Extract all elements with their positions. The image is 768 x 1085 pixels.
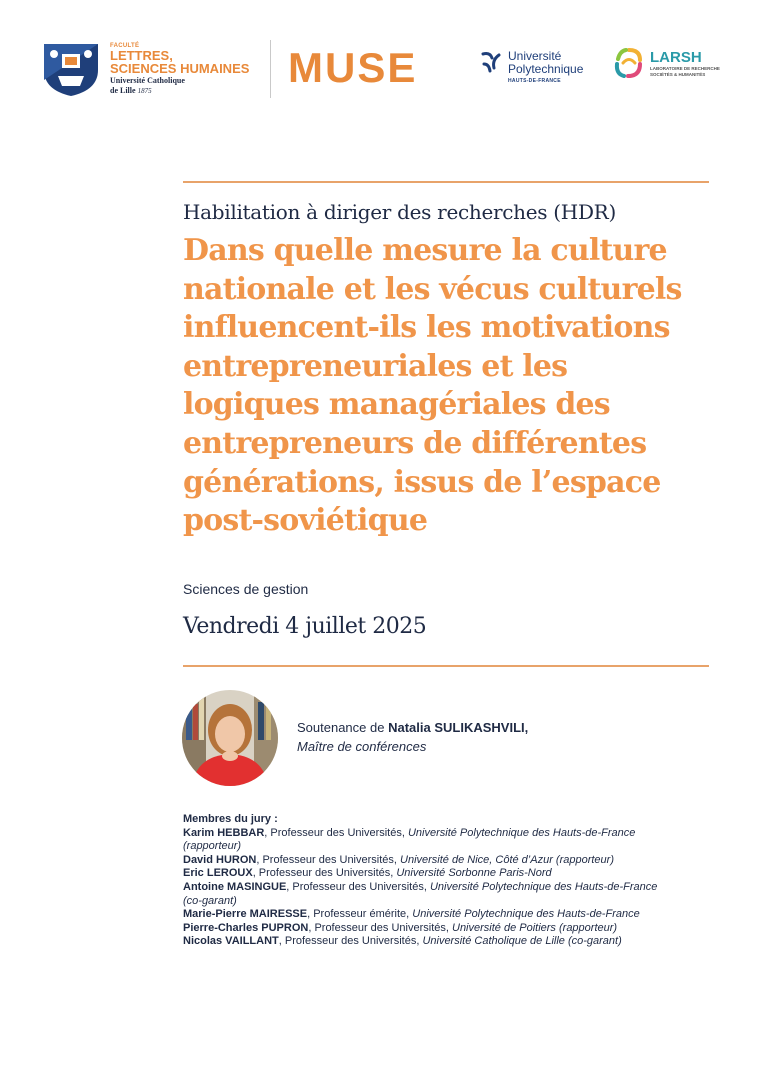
defense-prefix: Soutenance de bbox=[297, 720, 385, 735]
faculty-logo bbox=[40, 40, 249, 98]
defense-date: Vendredi 4 juillet 2025 bbox=[183, 614, 427, 639]
faculty-shield-icon bbox=[40, 40, 102, 98]
title-line: nationale et les vécus culturels bbox=[183, 271, 682, 307]
faculty-name-line1: LETTRES, bbox=[110, 47, 173, 63]
hdr-label: Habilitation à diriger des recherches (HDR) bbox=[183, 200, 616, 224]
larsh-name: LARSH bbox=[650, 49, 702, 66]
jury-member-note: (co-garant) bbox=[183, 894, 237, 907]
larsh-subtitle-2: SOCIÉTÉS & HUMANITÉS bbox=[650, 72, 706, 77]
jury-member: Marie-Pierre MAIRESSE, Professeur émérite, Université Polytechnique des Hauts-de-France bbox=[183, 908, 640, 921]
faculty-small-label: FACULTÉ bbox=[110, 42, 140, 49]
header-logos bbox=[40, 38, 730, 102]
candidate-name: Natalia SULIKASHVILI, bbox=[388, 720, 529, 735]
larsh-logo bbox=[612, 46, 720, 80]
bottom-divider bbox=[183, 665, 709, 667]
faculty-year: 1875 bbox=[137, 86, 152, 95]
defense-info bbox=[297, 718, 528, 756]
title-line: entrepreneuriales et les bbox=[183, 348, 568, 384]
jury-member: Pierre-Charles PUPRON, Professeur des Universités, Université de Poitiers (rapporteur) bbox=[183, 921, 618, 934]
uphf-name-line1: Université bbox=[508, 49, 562, 63]
title-line: logiques managériales des bbox=[183, 387, 610, 423]
candidate-photo bbox=[182, 690, 278, 786]
uphf-name-line2: Polytechnique bbox=[508, 62, 584, 76]
muse-logo: MUSE bbox=[288, 44, 418, 91]
title-line: entrepreneurs de différentes bbox=[183, 425, 647, 461]
jury-member: Nicolas VAILLANT, Professeur des Universités, Université Catholique de Lille (co-garant) bbox=[183, 935, 622, 948]
jury-member-note: (rapporteur) bbox=[183, 840, 242, 853]
larsh-mark-icon bbox=[612, 46, 646, 80]
thesis-title bbox=[183, 232, 723, 541]
faculty-city: de Lille bbox=[110, 85, 136, 95]
jury-member: Karim HEBBAR, Professeur des Universités, Université Polytechnique des Hauts-de-France bbox=[183, 826, 636, 839]
faculty-university: Université Catholique bbox=[110, 75, 185, 85]
title-line: influencent-ils les motivations bbox=[183, 310, 670, 346]
larsh-subtitle-1: LABORATOIRE DE RECHERCHE bbox=[650, 66, 720, 71]
title-line: générations, issus de l’espace bbox=[183, 464, 661, 500]
top-divider bbox=[183, 181, 709, 183]
uphf-logo bbox=[480, 50, 583, 84]
uphf-mark-icon bbox=[480, 50, 502, 74]
candidate-rank: Maître de conférences bbox=[297, 739, 427, 754]
jury-member: David HURON, Professeur des Universités, Université de Nice, Côté d’Azur (rapporteur) bbox=[183, 853, 614, 866]
title-line: post-soviétique bbox=[183, 503, 428, 539]
title-line: Dans quelle mesure la culture bbox=[183, 233, 667, 268]
candidate-portrait-icon bbox=[182, 690, 278, 786]
logo-divider bbox=[270, 40, 271, 98]
faculty-name-line2: SCIENCES HUMAINES bbox=[110, 60, 250, 76]
jury-heading: Membres du jury : bbox=[183, 813, 278, 825]
jury-member: Antoine MASINGUE, Professeur des Universités, Université Polytechnique des Hauts-de-France bbox=[183, 880, 658, 893]
uphf-subtitle: HAUTS-DE-FRANCE bbox=[508, 78, 561, 84]
jury-section bbox=[183, 813, 723, 949]
discipline: Sciences de gestion bbox=[183, 581, 309, 597]
jury-member: Eric LEROUX, Professeur des Universités, Université Sorbonne Paris-Nord bbox=[183, 867, 552, 880]
